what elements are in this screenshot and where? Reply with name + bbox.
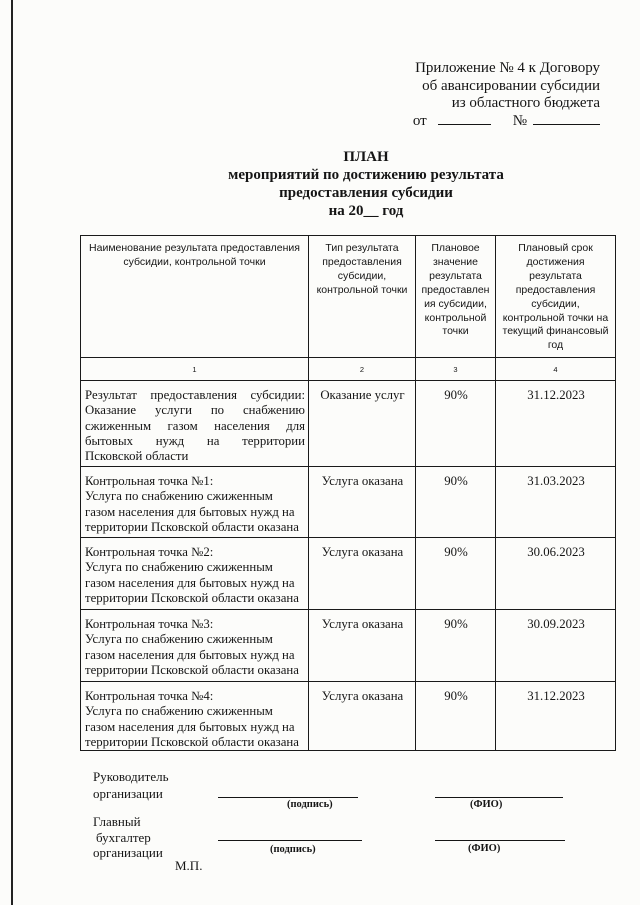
- date-blank: [438, 122, 491, 125]
- row-label: Результат предоставления субсидии:: [85, 388, 305, 402]
- column-header-planned-value: Плановое значение результата предоставления субсидии, контрольной точки: [416, 236, 496, 358]
- row-label: Контрольная точка №2:: [85, 545, 214, 559]
- accountant-title-line-3: организации: [93, 845, 163, 860]
- row-text: Услуга по снабжению сжиженным газом населения для бытовых нужд на территории Псковской области оказана: [85, 489, 299, 534]
- accountant-title-line-1: Главный: [93, 814, 141, 829]
- planned-value-cell: 90%: [416, 538, 496, 610]
- result-name-cell: [81, 467, 309, 538]
- scan-edge-line: [11, 0, 13, 905]
- accountant-signatory-title: [93, 814, 163, 861]
- planned-value-cell: 90%: [416, 381, 496, 467]
- contract-date-number-line: [340, 113, 600, 131]
- planned-value-cell: 90%: [416, 467, 496, 538]
- column-number: 3: [416, 358, 496, 381]
- deadline-cell: 31.12.2023: [496, 682, 616, 751]
- result-name-cell: [81, 538, 309, 610]
- result-type-cell: Услуга оказана: [309, 610, 416, 682]
- title-line-4: на 20__ год: [328, 203, 404, 219]
- column-header-result-name: Наименование результата предоставления субсидии, контрольной точки: [81, 236, 309, 358]
- column-number-row: [81, 358, 616, 381]
- head-signature-line: [218, 797, 358, 798]
- head-name-line: [435, 797, 563, 798]
- planned-value-cell: 90%: [416, 610, 496, 682]
- accountant-signature-caption: (подпись): [270, 844, 316, 855]
- deadline-cell: 31.03.2023: [496, 467, 616, 538]
- accountant-title-line-2: бухгалтер: [96, 829, 151, 845]
- column-header-result-type: Тип результата предоставления субсидии, контрольной точки: [309, 236, 416, 358]
- result-type-cell: Услуга оказана: [309, 467, 416, 538]
- date-label: от: [412, 112, 427, 129]
- deadline-cell: 31.12.2023: [496, 381, 616, 467]
- row-text: Услуга по снабжению сжиженным газом населения для бытовых нужд на территории Псковской области оказана: [85, 704, 299, 749]
- stamp-place-label: М.П.: [175, 858, 203, 873]
- appendix-line-1: Приложение № 4 к Договору: [415, 60, 600, 76]
- row-label: Контрольная точка №1:: [85, 474, 214, 488]
- title-line-1: ПЛАН: [343, 149, 389, 165]
- row-text: Оказание услуги по снабжению сжиженным газом населения для бытовых нужд на территории Псковской области: [85, 403, 305, 464]
- deadline-cell: 30.09.2023: [496, 610, 616, 682]
- result-name-cell: [81, 610, 309, 682]
- number-blank: [533, 122, 600, 125]
- row-label: Контрольная точка №4:: [85, 689, 214, 703]
- title-line-3: предоставления субсидии: [279, 185, 453, 201]
- result-type-cell: Оказание услуг: [309, 381, 416, 467]
- head-title-line-1: Руководитель: [93, 769, 169, 784]
- row-label: Контрольная точка №3:: [85, 617, 214, 631]
- column-number: 4: [496, 358, 616, 381]
- result-name-cell: [81, 682, 309, 751]
- planned-value-cell: 90%: [416, 682, 496, 751]
- column-header-planned-deadline: Плановый срок достижения результата предоставления субсидии, контрольной точки на текущий финансовый год: [496, 236, 616, 358]
- row-text: Услуга по снабжению сжиженным газом населения для бытовых нужд на территории Псковской области оказана: [85, 560, 299, 605]
- title-line-2: мероприятий по достижению результата: [228, 167, 504, 183]
- head-name-caption: (ФИО): [470, 799, 503, 810]
- head-title-line-2: организации: [93, 786, 163, 801]
- column-number: 2: [309, 358, 416, 381]
- table-row: [81, 467, 616, 538]
- table-row: [81, 610, 616, 682]
- plan-table: [80, 235, 616, 751]
- head-signature-caption: (подпись): [287, 799, 333, 810]
- document-title: [166, 148, 566, 220]
- table-header-row: [81, 236, 616, 358]
- accountant-signature-line: [218, 840, 362, 841]
- appendix-line-3: из областного бюджета: [451, 95, 600, 111]
- head-signatory-title: [93, 768, 169, 802]
- deadline-cell: 30.06.2023: [496, 538, 616, 610]
- accountant-name-caption: (ФИО): [468, 843, 501, 854]
- number-label: №: [512, 112, 527, 129]
- table-row: [81, 538, 616, 610]
- table-row: [81, 682, 616, 751]
- appendix-header: [340, 60, 600, 130]
- result-name-cell: [81, 381, 309, 467]
- column-number: 1: [81, 358, 309, 381]
- result-type-cell: Услуга оказана: [309, 682, 416, 751]
- row-text: Услуга по снабжению сжиженным газом населения для бытовых нужд на территории Псковской области оказана: [85, 632, 299, 677]
- table-row: [81, 381, 616, 467]
- result-type-cell: Услуга оказана: [309, 538, 416, 610]
- accountant-name-line: [435, 840, 565, 841]
- appendix-line-2: об авансировании субсидии: [422, 77, 600, 94]
